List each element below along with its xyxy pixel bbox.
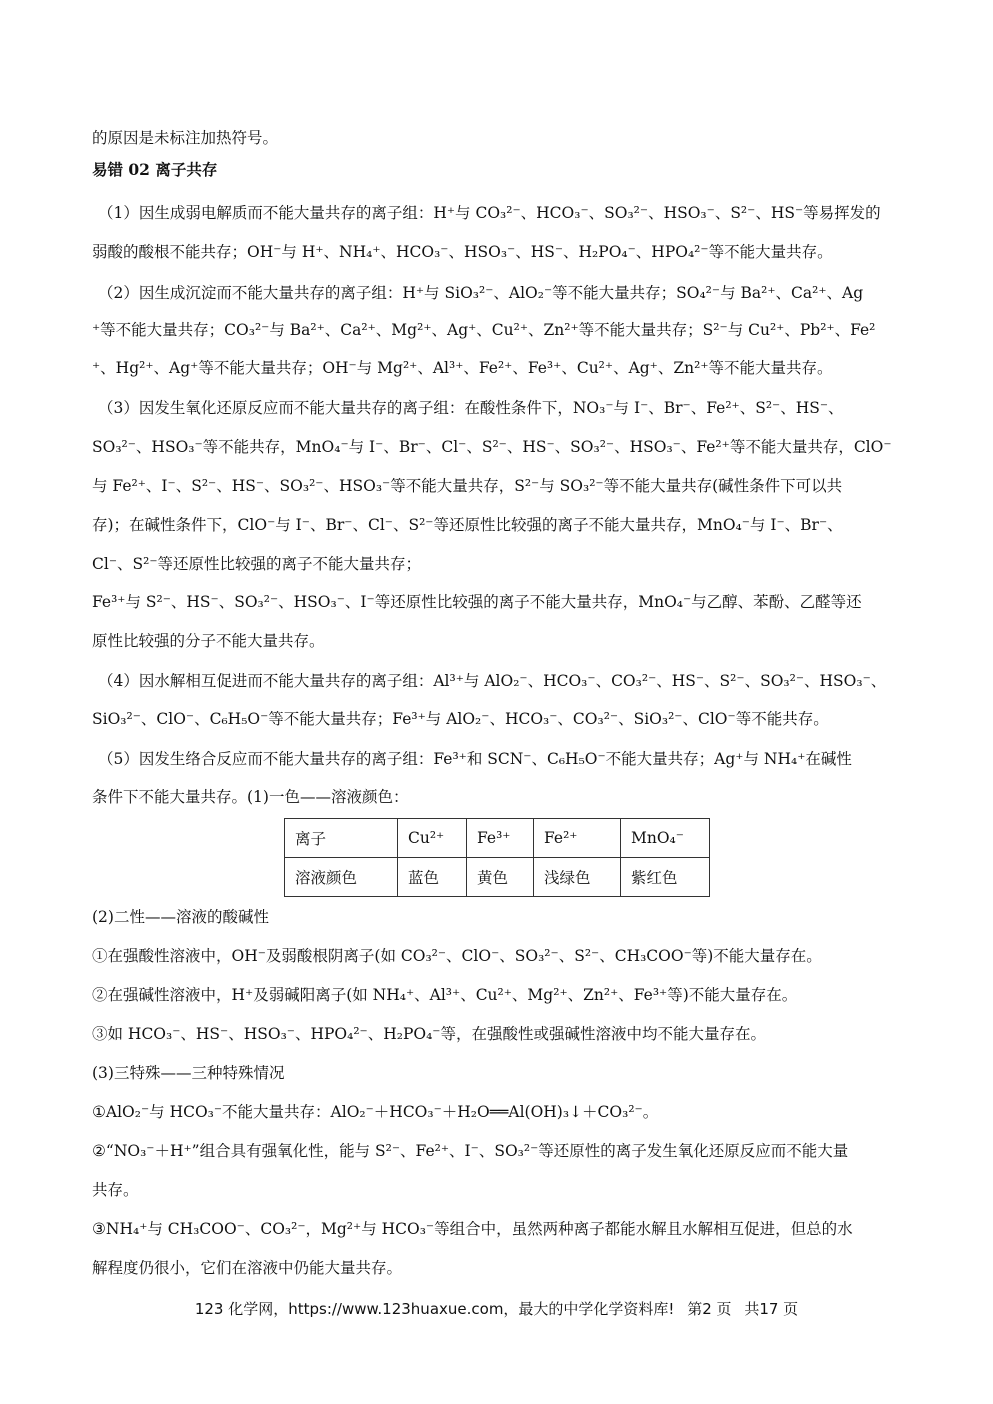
paragraph-line: (3)三特殊——三种特殊情况 [92,1064,285,1082]
paragraph-line: 解程度仍很小，它们在溶液中仍能大量共存。 [92,1259,403,1277]
footer-total-pages: 共17 页 [744,1300,799,1318]
table-row [285,858,710,897]
paragraph-line: 原性比较强的分子不能大量共存。 [92,632,325,650]
paragraph-line: ⁺、Hg²⁺、Ag⁺等不能大量共存；OH⁻与 Mg²⁺、Al³⁺、Fe²⁺、Fe³⁺、Cu²⁺、Ag⁺、Zn²⁺等不能大量共存。 [92,359,833,377]
table-row [285,819,710,858]
paragraph-line: （5）因发生络合反应而不能大量共存的离子组：Fe³⁺和 SCN⁻、C₆H₅O⁻不能大量共存；Ag⁺与 NH₄⁺在碱性 [98,750,852,768]
table-cell: Cu²⁺ [398,819,467,858]
footer-page-number: 第2 页 [687,1300,732,1318]
table-cell: 离子 [285,819,398,858]
table-cell: 溶液颜色 [285,858,398,897]
paragraph-line: SO₃²⁻、HSO₃⁻等不能共存，MnO₄⁻与 I⁻、Br⁻、Cl⁻、S²⁻、HS⁻、SO₃²⁻、HSO₃⁻、Fe²⁺等不能大量共存，ClO⁻ [92,438,892,456]
footer-site: 123 化学网，https://www.123huaxue.com，最大的中学化学资料库! [194,1300,675,1318]
paragraph-line: SiO₃²⁻、ClO⁻、C₆H₅O⁻等不能大量共存；Fe³⁺与 AlO₂⁻、HCO₃⁻、CO₃²⁻、SiO₃²⁻、ClO⁻等不能共存。 [92,710,829,728]
paragraph-line: 与 Fe²⁺、I⁻、S²⁻、HS⁻、SO₃²⁻、HSO₃⁻等不能大量共存，S²⁻与 SO₃²⁻等不能大量共存(碱性条件下可以共 [92,477,843,495]
table-cell: 黄色 [467,858,534,897]
paragraph-line: ③如 HCO₃⁻、HS⁻、HSO₃⁻、HPO₄²⁻、H₂PO₄⁻等，在强酸性或强碱性溶液中均不能大量存在。 [92,1025,766,1043]
paragraph-line: (2)二性——溶液的酸碱性 [92,908,269,926]
paragraph-line: 的原因是未标注加热符号。 [92,129,279,147]
paragraph-line: ①在强酸性溶液中，OH⁻及弱酸根阴离子(如 CO₃²⁻、ClO⁻、SO₃²⁻、S²⁻、CH₃COO⁻等)不能大量存在。 [92,947,822,965]
paragraph-line: 弱酸的酸根不能共存；OH⁻与 H⁺、NH₄⁺、HCO₃⁻、HSO₃⁻、HS⁻、H₂PO₄⁻、HPO₄²⁻等不能大量共存。 [92,243,833,261]
table-cell: 紫红色 [621,858,710,897]
paragraph-line: Cl⁻、S²⁻等还原性比较强的离子不能大量共存； [92,555,422,573]
paragraph-line: ①AlO₂⁻与 HCO₃⁻不能大量共存：AlO₂⁻＋HCO₃⁻＋H₂O══Al(OH)₃↓＋CO₃²⁻。 [92,1103,659,1121]
table-cell: MnO₄⁻ [621,819,710,858]
table-cell: Fe²⁺ [534,819,621,858]
table-cell: 浅绿色 [534,858,621,897]
paragraph-line: （2）因生成沉淀而不能大量共存的离子组：H⁺与 SiO₃²⁻、AlO₂⁻等不能大量共存；SO₄²⁻与 Ba²⁺、Ca²⁺、Ag [98,284,864,302]
paragraph-line: （3）因发生氧化还原反应而不能大量共存的离子组：在酸性条件下，NO₃⁻与 I⁻、Br⁻、Fe²⁺、S²⁻、HS⁻、 [98,399,844,417]
solution-color-table [284,818,710,897]
paragraph-line: ②“NO₃⁻＋H⁺”组合具有强氧化性，能与 S²⁻、Fe²⁺、I⁻、SO₃²⁻等还原性的离子发生氧化还原反应而不能大量 [92,1142,849,1160]
paragraph-line: （1）因生成弱电解质而不能大量共存的离子组：H⁺与 CO₃²⁻、HCO₃⁻、SO₃²⁻、HSO₃⁻、S²⁻、HS⁻等易挥发的 [98,204,881,222]
paragraph-line: 存)；在碱性条件下，ClO⁻与 I⁻、Br⁻、Cl⁻、S²⁻等还原性比较强的离子不能大量共存，MnO₄⁻与 I⁻、Br⁻、 [92,516,843,534]
paragraph-line: （4）因水解相互促进而不能大量共存的离子组：Al³⁺与 AlO₂⁻、HCO₃⁻、CO₃²⁻、HS⁻、S²⁻、SO₃²⁻、HSO₃⁻、 [98,672,887,690]
table-cell: 蓝色 [398,858,467,897]
table-cell: Fe³⁺ [467,819,534,858]
paragraph-line: ⁺等不能大量共存；CO₃²⁻与 Ba²⁺、Ca²⁺、Mg²⁺、Ag⁺、Cu²⁺、Zn²⁺等不能大量共存；S²⁻与 Cu²⁺、Pb²⁺、Fe² [92,321,876,339]
page-footer [0,1298,993,1319]
paragraph-line: ②在强碱性溶液中，H⁺及弱碱阳离子(如 NH₄⁺、Al³⁺、Cu²⁺、Mg²⁺、Zn²⁺、Fe³⁺等)不能大量存在。 [92,986,798,1004]
paragraph-line: 条件下不能大量共存。(1)一色——溶液颜色： [92,788,409,806]
section-heading: 易错 02 离子共存 [92,160,218,179]
paragraph-line: ③NH₄⁺与 CH₃COO⁻、CO₃²⁻，Mg²⁺与 HCO₃⁻等组合中，虽然两种离子都能水解且水解相互促进，但总的水 [92,1220,853,1238]
paragraph-line: Fe³⁺与 S²⁻、HS⁻、SO₃²⁻、HSO₃⁻、I⁻等还原性比较强的离子不能大量共存，MnO₄⁻与乙醇、苯酚、乙醛等还 [92,593,862,611]
paragraph-line: 共存。 [92,1181,139,1199]
